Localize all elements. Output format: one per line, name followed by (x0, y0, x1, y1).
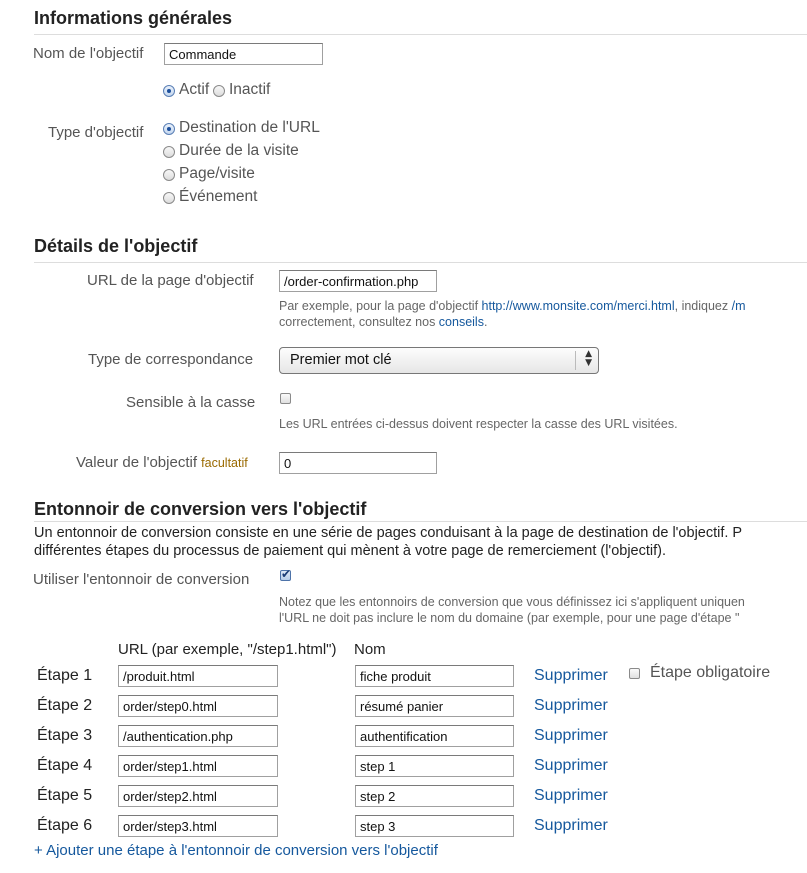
case-sensitive-label: Sensible à la casse (126, 394, 256, 411)
step-label: Étape 5 (37, 787, 93, 804)
delete-step-link[interactable]: Supprimer (534, 667, 608, 684)
step-label: Étape 6 (37, 817, 93, 834)
type-radio-url-destination[interactable] (163, 123, 175, 135)
case-sensitive-checkbox[interactable] (280, 393, 291, 404)
optional-tag: facultatif (201, 456, 248, 470)
add-funnel-step-link[interactable]: + Ajouter une étape à l'entonnoir de conversion vers l'objectif (34, 842, 438, 859)
goal-url-help-line-2 (279, 314, 487, 330)
goal-url-input[interactable] (279, 270, 437, 292)
select-arrows-icon: ▲ ▼ (585, 349, 592, 368)
funnel-section-title: Entonnoir de conversion vers l'objectif (34, 499, 367, 519)
goal-name-input[interactable] (164, 43, 323, 65)
delete-step-link[interactable]: Supprimer (534, 727, 608, 744)
match-type-label: Type de correspondance (88, 351, 254, 368)
general-section-title: Informations générales (34, 8, 233, 28)
step-name-input[interactable] (355, 665, 514, 687)
funnel-note-line-1: Notez que les entonnoirs de conversion que vous définissez ici s'appliquent uniquen (279, 595, 745, 609)
example-url-link[interactable]: http://www.monsite.com/merci.html (481, 299, 675, 313)
type-radio-visit-duration[interactable] (163, 146, 175, 158)
step-name-input[interactable] (355, 785, 514, 807)
goal-url-label: URL de la page d'objectif (87, 272, 254, 289)
help-text: Par exemple, pour la page d'objectif (279, 299, 482, 313)
delete-step-link[interactable]: Supprimer (534, 817, 608, 834)
help-text: correctement, consultez nos (279, 315, 439, 329)
status-radio-inactive[interactable] (213, 85, 225, 97)
funnel-description-line-1: Un entonnoir de conversion consiste en une série de pages conduisant à la page de destination de l'objectif. P (34, 525, 743, 541)
goal-type-label: Type d'objectif (48, 124, 144, 141)
step-name-input[interactable] (355, 725, 514, 747)
step-url-input[interactable] (118, 695, 278, 717)
step-url-input[interactable] (118, 665, 278, 687)
delete-step-link[interactable]: Supprimer (534, 787, 608, 804)
step-name-input[interactable] (355, 695, 514, 717)
select-divider (575, 351, 576, 370)
status-active-label: Actif (179, 81, 210, 98)
match-type-value: Premier mot clé (290, 352, 392, 368)
step-label: Étape 4 (37, 757, 93, 774)
delete-step-link[interactable]: Supprimer (534, 697, 608, 714)
step-label: Étape 1 (37, 667, 93, 684)
step-label: Étape 3 (37, 727, 93, 744)
example-path-link[interactable]: /m (731, 299, 746, 313)
help-text: , indiquez (674, 299, 732, 313)
section-divider (34, 34, 807, 35)
type-url-destination-label: Destination de l'URL (179, 119, 320, 136)
details-section-title: Détails de l'objectif (34, 236, 198, 256)
goal-value-label-text: Valeur de l'objectif (76, 454, 197, 471)
match-type-select[interactable] (279, 347, 599, 374)
goal-name-label: Nom de l'objectif (33, 45, 144, 62)
section-divider (34, 521, 807, 522)
step-name-input[interactable] (355, 815, 514, 837)
required-step-checkbox[interactable] (629, 668, 640, 679)
goal-value-label (76, 454, 248, 471)
required-step-label: Étape obligatoire (650, 664, 771, 681)
use-funnel-checkbox[interactable] (280, 570, 291, 581)
tips-link[interactable]: conseils (438, 315, 484, 329)
status-radio-active[interactable] (163, 85, 175, 97)
goal-url-help-line-1 (279, 298, 746, 314)
column-header-url: URL (par exemple, "/step1.html") (118, 641, 337, 658)
step-url-input[interactable] (118, 755, 278, 777)
help-text: . (483, 315, 488, 329)
column-header-name: Nom (354, 641, 386, 658)
step-url-input[interactable] (118, 725, 278, 747)
goal-value-input[interactable] (279, 452, 437, 474)
type-radio-event[interactable] (163, 192, 175, 204)
step-url-input[interactable] (118, 815, 278, 837)
status-inactive-label: Inactif (229, 81, 271, 98)
step-label: Étape 2 (37, 697, 93, 714)
section-divider (34, 262, 807, 263)
type-radio-pages-per-visit[interactable] (163, 169, 175, 181)
case-sensitive-help: Les URL entrées ci-dessus doivent respecter la casse des URL visitées. (279, 417, 678, 431)
funnel-description-line-2: différentes étapes du processus de paiement qui mènent à votre page de remerciement (l'objectif). (34, 543, 666, 559)
use-funnel-label: Utiliser l'entonnoir de conversion (33, 571, 250, 588)
type-pages-per-visit-label: Page/visite (179, 165, 255, 182)
step-url-input[interactable] (118, 785, 278, 807)
delete-step-link[interactable]: Supprimer (534, 757, 608, 774)
step-name-input[interactable] (355, 755, 514, 777)
funnel-note-line-2: l'URL ne doit pas inclure le nom du domaine (par exemple, pour une page d'étape " (279, 611, 740, 625)
type-event-label: Événement (179, 188, 258, 205)
type-visit-duration-label: Durée de la visite (179, 142, 299, 159)
